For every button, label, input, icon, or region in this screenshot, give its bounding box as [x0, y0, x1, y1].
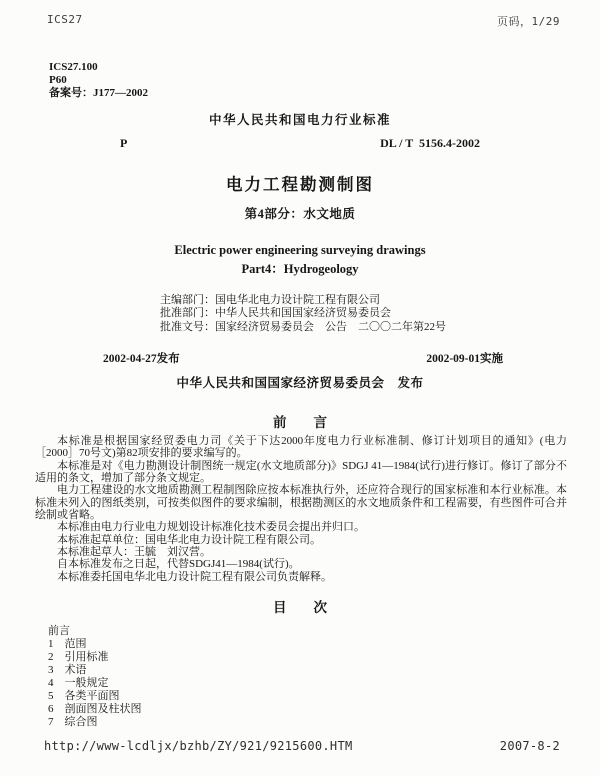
foreword-paragraph: 本标准是根据国家经贸委电力司《关于下达2000年度电力行业标准制、修订计划项目的通知》(电力［2000］70号文)第82项安排的要求编写的。 — [35, 435, 567, 460]
issue-date: 2002-04-27发布 — [103, 353, 180, 365]
record-number-line: 备案号：J177—2002 — [49, 87, 148, 100]
foreword-paragraph: 自本标准发布之日起，代替SDGJ41—1984(试行)。 — [57, 558, 300, 571]
foreword-paragraph: 本标准是对《电力勘测设计制图统一规定(水文地质部分)》SDGJ 41—1984(试行)进行修订。修订了部分不适用的条文，增加了部分条文规定。 — [35, 459, 567, 485]
approval-document-line: 批准文号：国家经济贸易委员会 公告 二〇〇二年第22号 — [160, 320, 446, 333]
toc-heading: 目 次 — [273, 600, 327, 615]
foreword-body — [35, 435, 567, 583]
toc-item: 7 综合图 — [48, 716, 98, 728]
standard-number: DL / T 5156.4-2002 — [380, 136, 480, 150]
foreword-paragraph: 电力工程建设的水文地质勘测工程制图除应按本标准执行外，还应符合现行的国家标准和本行业标准。本标准未列入的图纸类别，可按类似图件的要求编制，根据勘测区的水文地质条件和工程需要，有些图件可合并绘制或省略。 — [35, 484, 567, 522]
approval-department-line: 批准部门：中华人民共和国国家经济贸易委员会 — [160, 307, 391, 320]
print-header — [47, 13, 560, 29]
implementation-date: 2002-09-01实施 — [426, 353, 503, 365]
foreword-heading: 前 言 — [273, 415, 327, 430]
classification-row — [120, 136, 480, 151]
page-number-label: 页码，1/29 — [497, 15, 560, 28]
foreword-paragraph: 本标准起草单位：国电华北电力设计院工程有限公司。 — [57, 533, 321, 546]
document-subtitle-cn: 第4部分：水文地质 — [244, 207, 356, 221]
toc-item: 6 剖面图及柱状图 — [48, 703, 142, 715]
toc-item: 3 术语 — [48, 664, 87, 676]
ics-code-line: ICS27.100 — [49, 61, 98, 73]
document-id-block — [49, 61, 148, 101]
footer-date: 2007-8-2 — [499, 739, 560, 753]
document-title-cn: 电力工程勘测制图 — [226, 175, 374, 194]
industry-standard-banner: 中华人民共和国电力行业标准 — [208, 113, 391, 127]
foreword-paragraph: 本标准委托国电华北电力设计院工程有限公司负责解释。 — [57, 570, 332, 583]
date-row — [103, 350, 503, 366]
document-title-en-line1: Electric power engineering surveying drawings — [174, 243, 426, 257]
ics-header-label: ICS27 — [47, 13, 83, 26]
toc-item: 前言 — [48, 625, 70, 637]
department-block — [160, 294, 446, 334]
document-title-en-line2: Part4：Hydrogeology — [241, 262, 359, 276]
classification-code-line: P60 — [49, 74, 67, 87]
toc-list — [48, 625, 142, 729]
publisher-line: 中华人民共和国国家经济贸易委员会 发布 — [176, 376, 424, 390]
footer-url: http://www-lcdljx/bzhb/ZY/921/9215600.HTM — [44, 739, 353, 753]
toc-item: 1 范围 — [48, 638, 87, 650]
print-footer — [44, 739, 560, 753]
toc-item: 5 各类平面图 — [48, 690, 120, 702]
toc-item: 2 引用标准 — [48, 651, 109, 663]
chief-editor-department-line: 主编部门：国电华北电力设计院工程有限公司 — [160, 294, 380, 306]
classification-letter: P — [120, 136, 128, 150]
toc-item: 4 一般规定 — [48, 677, 109, 689]
foreword-paragraph: 本标准起草人：王毓 刘汉营。 — [57, 546, 211, 559]
foreword-paragraph: 本标准由电力行业电力规划设计标准化技术委员会提出并归口。 — [57, 521, 365, 534]
